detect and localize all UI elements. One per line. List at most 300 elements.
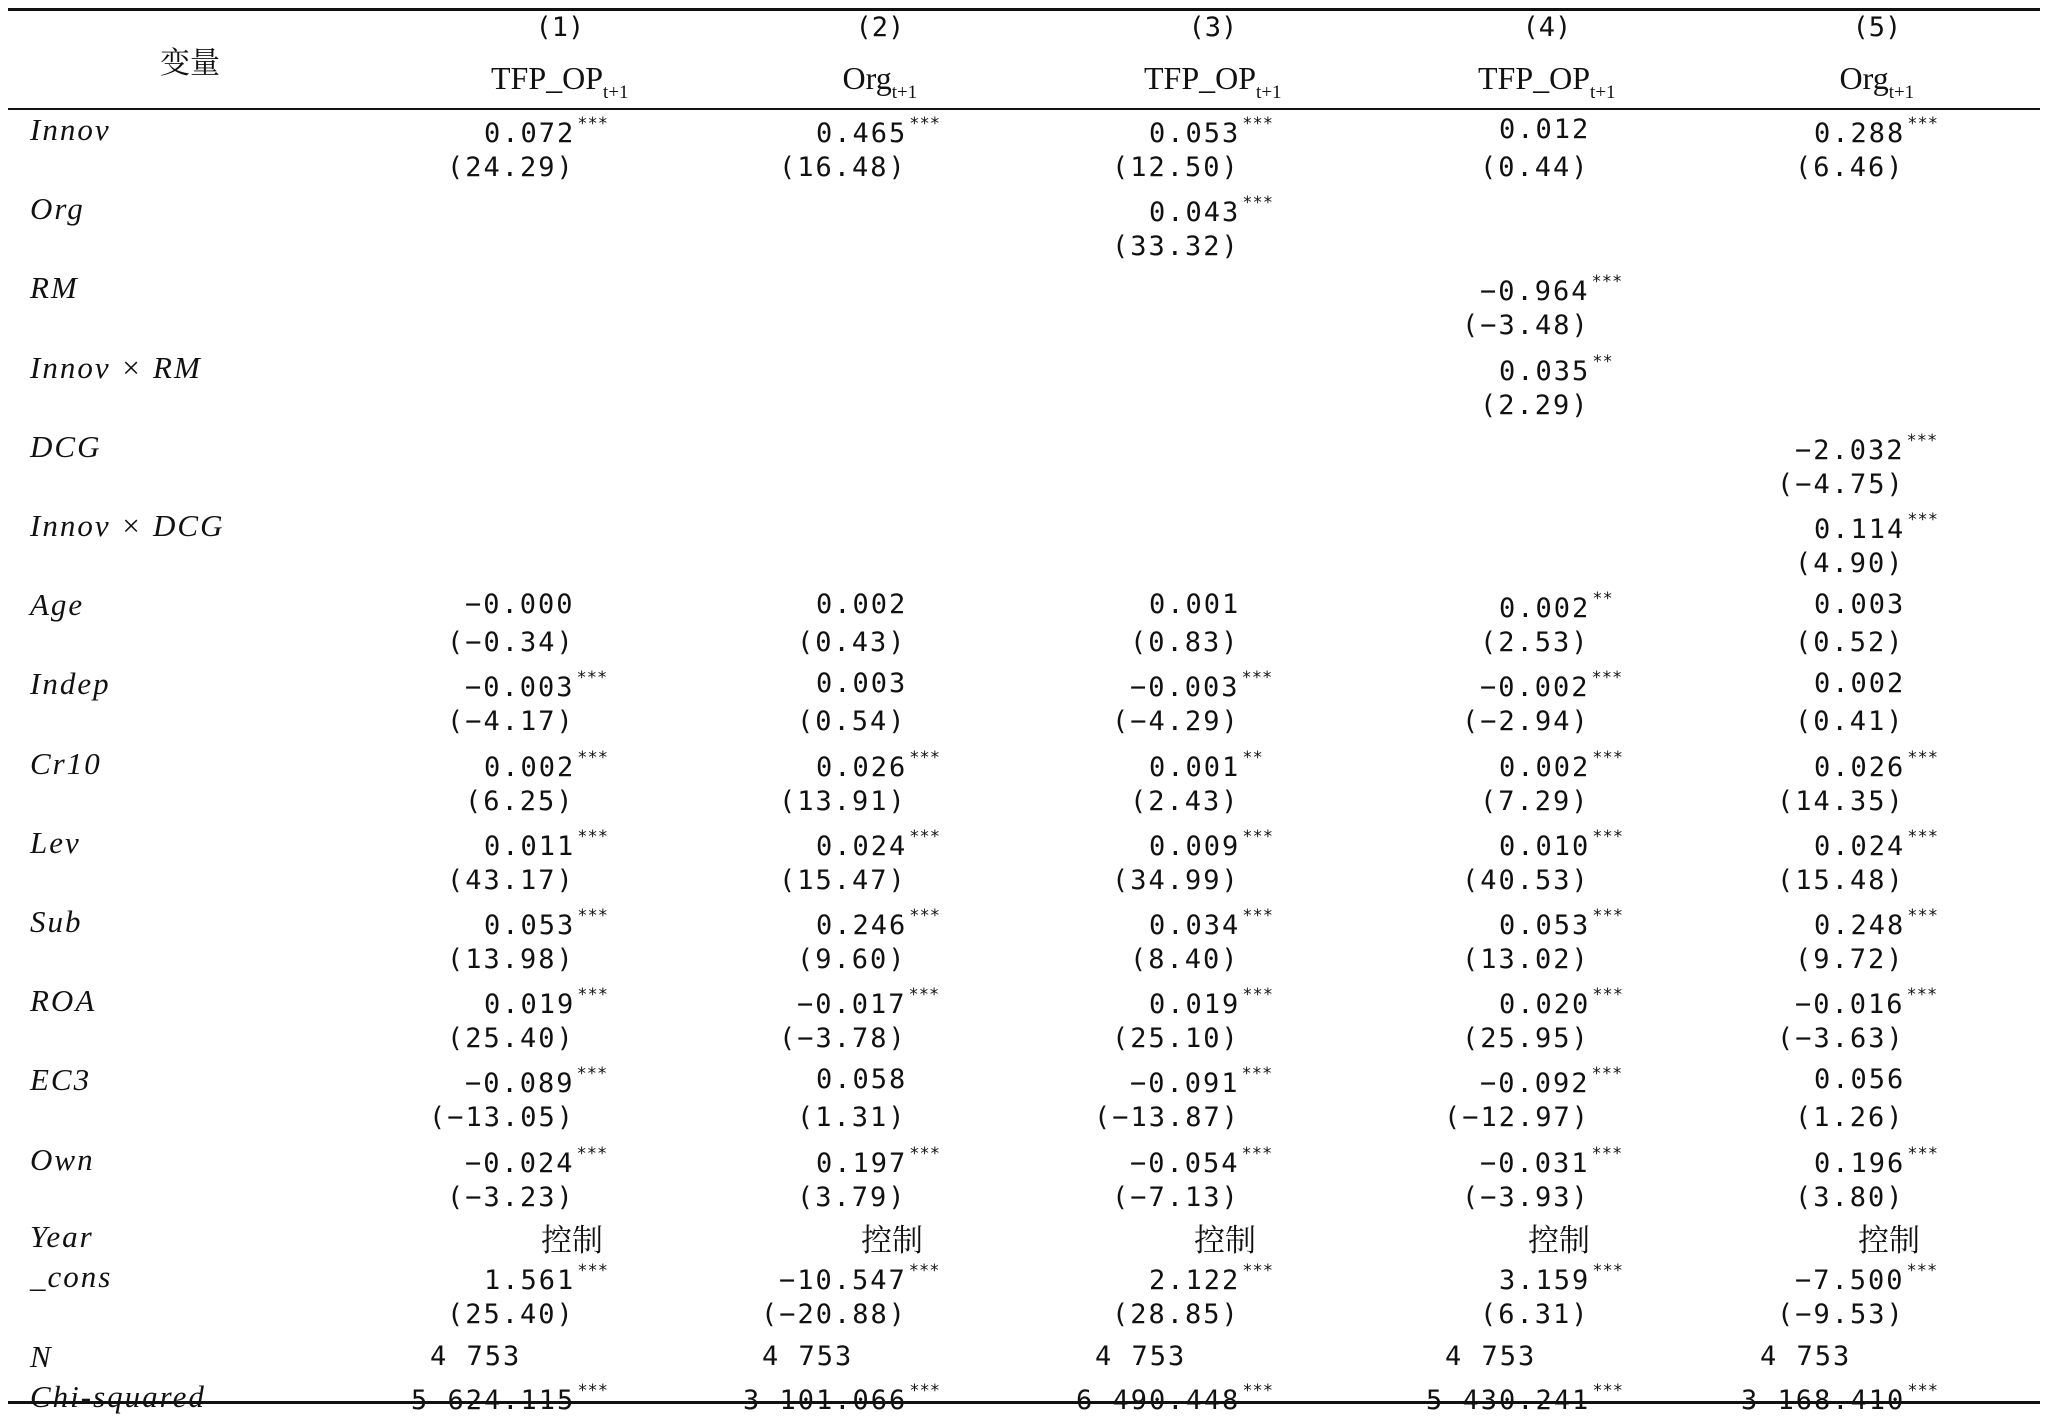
coefficient	[1795, 985, 1937, 1020]
t-statistic-value: (0.44)	[1480, 152, 1590, 183]
coefficient-value: −0.003	[465, 672, 575, 704]
t-statistic	[1112, 152, 1240, 183]
variable-name: Chi-squared	[30, 1378, 206, 1414]
observations-cell: 4 753	[430, 1340, 522, 1372]
t-statistic-value: (0.41)	[1795, 706, 1905, 738]
t-statistic	[1112, 706, 1240, 737]
observations-cell: 4 753	[1445, 1340, 1537, 1372]
significance-stars: ***	[577, 1260, 608, 1281]
significance-stars: ***	[1591, 1143, 1623, 1164]
coefficient	[1814, 510, 1938, 545]
significance-stars: ***	[1242, 193, 1273, 214]
t-statistic	[1777, 1299, 1905, 1330]
t-statistic	[1795, 152, 1905, 183]
coefficient	[816, 114, 940, 149]
coefficient	[465, 668, 607, 703]
coefficient	[465, 1144, 607, 1179]
coefficient	[816, 748, 940, 783]
coefficient-value: −0.024	[465, 1147, 575, 1179]
coefficient	[1499, 114, 1590, 145]
coefficient-value: 0.026	[1814, 751, 1906, 783]
significance-stars: ***	[909, 114, 940, 134]
coefficient-value: −0.002	[1480, 672, 1590, 704]
t-statistic	[1112, 865, 1240, 896]
coefficient	[816, 589, 907, 620]
chi-squared-cell	[1741, 1381, 1938, 1416]
significance-stars: ***	[908, 985, 940, 1006]
significance-stars: ***	[1242, 1380, 1274, 1401]
significance-stars: ***	[1241, 1064, 1273, 1085]
significance-stars: **	[1242, 747, 1263, 768]
t-statistic	[447, 1299, 575, 1330]
significance-stars: ***	[1591, 272, 1623, 293]
year-control-cell: 控制	[541, 1222, 603, 1259]
column-number: (5)	[1852, 12, 1902, 43]
t-statistic-value: (13.91)	[779, 785, 907, 817]
coefficient	[1499, 985, 1623, 1020]
significance-stars: ***	[576, 1064, 608, 1085]
t-statistic-value: (15.48)	[1777, 864, 1905, 896]
coefficient	[1814, 748, 1938, 783]
coefficient	[1480, 272, 1622, 307]
significance-stars: ***	[1242, 826, 1273, 847]
significance-stars: ***	[1907, 510, 1938, 530]
t-statistic	[1795, 627, 1905, 658]
t-statistic	[1777, 786, 1905, 817]
coefficient-value: −0.016	[1795, 989, 1905, 1021]
t-statistic-value: (25.10)	[1112, 1023, 1240, 1055]
coefficient-value: 0.026	[816, 751, 908, 783]
coefficient	[1814, 1064, 1905, 1095]
t-statistic-value: (6.25)	[465, 785, 575, 817]
t-statistic-value: (0.54)	[797, 706, 907, 738]
coefficient	[1499, 906, 1623, 941]
coefficient-value: 0.197	[816, 1147, 908, 1179]
coefficient-value: 0.001	[1149, 589, 1241, 621]
t-statistic-value: (−4.29)	[1112, 706, 1240, 738]
chi-squared-cell-value: 5 624.115	[411, 1384, 576, 1416]
t-statistic-value: (−4.17)	[447, 706, 575, 738]
significance-stars: ***	[1592, 1260, 1623, 1281]
t-statistic	[447, 1023, 575, 1054]
t-statistic	[1112, 231, 1240, 262]
t-statistic-value: (0.43)	[797, 627, 907, 659]
t-statistic-value: (25.40)	[447, 1023, 575, 1055]
t-statistic	[1444, 1102, 1590, 1133]
column-header-name: TFP_OP	[1478, 60, 1591, 96]
significance-stars: ***	[1242, 906, 1273, 926]
t-statistic-value: (−7.13)	[1112, 1181, 1240, 1213]
coefficient-value: −0.000	[465, 589, 575, 621]
coefficient	[779, 1261, 940, 1296]
t-statistic-value: (12.50)	[1112, 152, 1240, 183]
significance-stars: ***	[909, 1380, 941, 1401]
t-statistic-value: (2.53)	[1480, 627, 1590, 659]
coefficient	[1149, 1261, 1273, 1296]
coefficient-value: 2.122	[1149, 1264, 1241, 1296]
chi-squared-cell-value: 6 490.448	[1076, 1384, 1241, 1416]
coefficient-value: 0.012	[1499, 114, 1591, 145]
observations-cell: 4 753	[1760, 1340, 1852, 1372]
variable-name: Cr10	[30, 745, 102, 781]
coefficient-value: 0.001	[1149, 751, 1241, 783]
t-statistic	[429, 1102, 575, 1133]
coefficient	[1149, 748, 1263, 783]
coefficient-value: −0.054	[1130, 1147, 1240, 1179]
significance-stars: ***	[1907, 747, 1938, 768]
coefficient-value: −7.500	[1795, 1264, 1905, 1296]
coefficient	[1814, 668, 1905, 699]
significance-stars: **	[1592, 589, 1613, 610]
variable-name: Age	[30, 587, 85, 623]
t-statistic	[447, 627, 575, 658]
coefficient-value: 0.043	[1149, 197, 1241, 229]
t-statistic-value: (−3.78)	[779, 1023, 907, 1055]
t-statistic-value: (−3.63)	[1777, 1023, 1905, 1055]
variable-name: _cons	[30, 1258, 113, 1294]
coefficient-value: 0.056	[1814, 1064, 1906, 1096]
coefficient	[1499, 1261, 1623, 1296]
column-header	[843, 60, 918, 104]
observations-cell: 4 753	[762, 1340, 854, 1372]
bottom-rule	[8, 1401, 2040, 1404]
chi-squared-cell	[1426, 1381, 1623, 1416]
t-statistic-value: (3.80)	[1795, 1181, 1905, 1213]
coefficient	[816, 827, 940, 862]
coefficient	[816, 668, 907, 699]
coefficient	[1814, 1144, 1938, 1179]
coefficient-value: 0.024	[816, 830, 908, 862]
coefficient	[1149, 985, 1273, 1020]
t-statistic-value: (25.40)	[447, 1298, 575, 1330]
chi-squared-cell-value: 3 101.066	[743, 1384, 908, 1416]
significance-stars: ***	[909, 826, 940, 847]
significance-stars: **	[1592, 351, 1613, 372]
column-number: (3)	[1188, 12, 1238, 43]
column-header-subscript: t+1	[1590, 82, 1616, 103]
significance-stars: ***	[908, 1260, 940, 1281]
significance-stars: ***	[1906, 430, 1938, 451]
t-statistic	[797, 1182, 907, 1213]
significance-stars: ***	[1591, 1064, 1623, 1085]
t-statistic-value: (−2.94)	[1462, 706, 1590, 738]
coefficient-value: 0.024	[1814, 830, 1906, 862]
coefficient-value: −0.092	[1480, 1068, 1590, 1100]
observations-cell: 4 753	[1095, 1340, 1187, 1372]
t-statistic	[1112, 1299, 1240, 1330]
t-statistic-value: (3.79)	[797, 1181, 907, 1213]
coefficient-value: 0.002	[816, 589, 908, 621]
variable-name: Innov	[30, 112, 111, 147]
significance-stars: ***	[909, 747, 940, 768]
coefficient-value: −10.547	[779, 1264, 907, 1296]
coefficient	[1149, 114, 1273, 149]
t-statistic	[1480, 627, 1590, 658]
column-header-name: Org	[1839, 60, 1889, 96]
header-rule	[8, 108, 2040, 110]
t-statistic	[1462, 865, 1590, 896]
coefficient	[1149, 193, 1273, 228]
t-statistic	[1777, 865, 1905, 896]
column-header-name: TFP_OP	[1144, 60, 1257, 96]
variable-name: EC3	[30, 1062, 92, 1098]
coefficient	[484, 906, 608, 941]
variable-name: Org	[30, 191, 85, 227]
t-statistic-value: (14.35)	[1777, 785, 1905, 817]
year-control-cell: 控制	[861, 1222, 923, 1259]
coefficient-value: 0.053	[484, 910, 576, 941]
coefficient-value: 0.465	[816, 118, 908, 149]
t-statistic-value: (−13.87)	[1094, 1102, 1241, 1134]
t-statistic	[761, 1299, 907, 1330]
variable-name: RM	[30, 270, 79, 306]
coefficient-value: 0.002	[1814, 668, 1906, 700]
variable-name: Year	[30, 1218, 94, 1254]
t-statistic	[1462, 706, 1590, 737]
t-statistic	[447, 944, 575, 975]
t-statistic-value: (−20.88)	[761, 1298, 908, 1330]
t-statistic-value: (34.99)	[1112, 864, 1240, 896]
coefficient	[484, 114, 608, 149]
significance-stars: ***	[1592, 906, 1623, 926]
coefficient-value: 0.019	[484, 989, 576, 1021]
column-header-subscript: t+1	[891, 82, 918, 103]
coefficient-value: 1.561	[484, 1264, 576, 1296]
t-statistic-value: (1.26)	[1795, 1102, 1905, 1134]
significance-stars: ***	[1241, 668, 1273, 689]
coefficient-value: 0.053	[1149, 118, 1241, 149]
coefficient	[1480, 1064, 1622, 1099]
coefficient	[1130, 1064, 1272, 1099]
coefficient	[1149, 906, 1273, 941]
significance-stars: ***	[1241, 1143, 1273, 1164]
coefficient	[1499, 352, 1613, 387]
t-statistic-value: (−4.75)	[1777, 468, 1905, 500]
t-statistic-value: (24.29)	[447, 152, 575, 183]
t-statistic-value: (40.53)	[1462, 864, 1590, 896]
coefficient-value: 0.002	[484, 751, 576, 783]
significance-stars: ***	[576, 1143, 608, 1164]
coefficient-value: 0.196	[1814, 1147, 1906, 1179]
column-number: (4)	[1522, 12, 1572, 43]
t-statistic	[797, 706, 907, 737]
coefficient	[1814, 589, 1905, 620]
coefficient	[484, 985, 608, 1020]
t-statistic	[1462, 944, 1590, 975]
t-statistic-value: (2.29)	[1480, 389, 1590, 421]
coefficient-value: 0.003	[1814, 589, 1906, 621]
significance-stars: ***	[1906, 985, 1938, 1006]
coefficient-value: 0.011	[484, 830, 576, 862]
coefficient	[1499, 589, 1613, 624]
coefficient-value: 0.002	[1499, 593, 1591, 625]
t-statistic	[1795, 706, 1905, 737]
t-statistic	[1094, 1102, 1240, 1133]
year-control-cell: 控制	[1858, 1222, 1920, 1259]
significance-stars: ***	[909, 906, 940, 926]
coefficient-value: −0.089	[465, 1068, 575, 1100]
t-statistic	[1462, 1182, 1590, 1213]
variable-column-header: 变量	[160, 46, 220, 81]
t-statistic	[1480, 390, 1590, 421]
t-statistic-value: (2.43)	[1130, 785, 1240, 817]
variable-name: Own	[30, 1141, 95, 1177]
column-header	[1144, 60, 1282, 104]
significance-stars: ***	[1907, 906, 1938, 926]
variable-name: Innov × RM	[30, 349, 202, 385]
coefficient	[816, 1144, 940, 1179]
column-header	[491, 60, 629, 104]
variable-name: Lev	[30, 824, 81, 860]
t-statistic-value: (4.90)	[1795, 548, 1905, 579]
t-statistic-value: (9.60)	[797, 944, 907, 975]
coefficient-value: −0.091	[1130, 1068, 1240, 1100]
variable-name: Innov × DCG	[30, 508, 225, 543]
significance-stars: ***	[577, 114, 608, 134]
t-statistic	[1777, 469, 1905, 500]
t-statistic-value: (−0.34)	[447, 627, 575, 659]
t-statistic	[1795, 1182, 1905, 1213]
column-header	[1840, 60, 1915, 104]
t-statistic-value: (28.85)	[1112, 1298, 1240, 1330]
significance-stars: ***	[1907, 114, 1938, 134]
chi-squared-cell	[1076, 1381, 1273, 1416]
t-statistic-value: (−3.48)	[1462, 310, 1590, 342]
significance-stars: ***	[1592, 826, 1623, 847]
significance-stars: ***	[1242, 985, 1273, 1006]
coefficient-value: 0.058	[816, 1064, 908, 1096]
t-statistic	[1480, 786, 1590, 817]
t-statistic	[1112, 1023, 1240, 1054]
t-statistic-value: (15.47)	[779, 864, 907, 896]
coefficient	[1130, 1144, 1272, 1179]
coefficient-value: 0.053	[1499, 910, 1591, 941]
t-statistic-value: (6.46)	[1795, 152, 1905, 183]
significance-stars: ***	[1907, 826, 1938, 847]
variable-name: ROA	[30, 983, 97, 1019]
t-statistic	[465, 786, 575, 817]
coefficient	[1814, 906, 1938, 941]
coefficient-value: 0.003	[816, 668, 908, 700]
significance-stars: ***	[577, 906, 608, 926]
column-header-subscript: t+1	[1256, 82, 1282, 103]
t-statistic	[797, 627, 907, 658]
coefficient	[1130, 668, 1272, 703]
coefficient	[484, 827, 608, 862]
coefficient-value: 0.009	[1149, 830, 1241, 862]
column-header-subscript: t+1	[603, 82, 629, 103]
t-statistic	[447, 865, 575, 896]
significance-stars: ***	[1591, 668, 1623, 689]
t-statistic-value: (0.83)	[1130, 627, 1240, 659]
t-statistic	[797, 1102, 907, 1133]
t-statistic	[779, 152, 907, 183]
coefficient	[1814, 827, 1938, 862]
variable-name: DCG	[30, 428, 102, 464]
column-header-subscript: t+1	[1888, 82, 1915, 103]
t-statistic	[797, 944, 907, 975]
significance-stars: ***	[576, 668, 608, 689]
t-statistic	[447, 706, 575, 737]
variable-name: Indep	[30, 666, 111, 702]
significance-stars: ***	[577, 747, 608, 768]
t-statistic-value: (0.52)	[1795, 627, 1905, 659]
top-rule	[8, 8, 2040, 11]
t-statistic-value: (43.17)	[447, 864, 575, 896]
significance-stars: ***	[1242, 1260, 1273, 1281]
coefficient-value: 0.020	[1499, 989, 1591, 1021]
coefficient	[1814, 114, 1938, 149]
significance-stars: ***	[1592, 985, 1623, 1006]
coefficient-value: −0.003	[1130, 672, 1240, 704]
t-statistic	[779, 786, 907, 817]
column-number: (2)	[855, 12, 905, 43]
coefficient-value: 0.246	[816, 910, 908, 941]
chi-squared-cell-value: 3 168.410	[1741, 1384, 1906, 1416]
significance-stars: ***	[577, 826, 608, 847]
coefficient-value: −0.964	[1480, 276, 1590, 308]
year-control-cell: 控制	[1194, 1222, 1256, 1259]
coefficient	[484, 748, 608, 783]
t-statistic	[1462, 310, 1590, 341]
coefficient-value: 0.248	[1814, 910, 1906, 941]
t-statistic-value: (−3.93)	[1462, 1181, 1590, 1213]
significance-stars: ***	[1242, 114, 1273, 134]
chi-squared-cell	[411, 1381, 608, 1416]
coefficient	[465, 1064, 607, 1099]
variable-name: Sub	[30, 904, 83, 939]
t-statistic	[1795, 548, 1905, 579]
coefficient-value: −2.032	[1795, 434, 1905, 466]
coefficient-value: −0.017	[797, 989, 907, 1021]
coefficient	[816, 906, 940, 941]
significance-stars: ***	[577, 1380, 609, 1401]
t-statistic-value: (−9.53)	[1777, 1298, 1905, 1330]
column-header-name: Org	[842, 60, 892, 96]
coefficient	[1480, 1144, 1622, 1179]
coefficient-value: 0.288	[1814, 118, 1906, 149]
t-statistic-value: (−13.05)	[429, 1102, 576, 1134]
t-statistic	[1480, 1299, 1590, 1330]
significance-stars: ***	[1906, 1260, 1938, 1281]
t-statistic-value: (6.31)	[1480, 1298, 1590, 1330]
coefficient	[1149, 589, 1240, 620]
t-statistic	[1795, 944, 1905, 975]
t-statistic	[1462, 1023, 1590, 1054]
coefficient-value: 0.114	[1814, 514, 1906, 545]
coefficient	[1499, 827, 1623, 862]
significance-stars: ***	[1592, 1380, 1624, 1401]
significance-stars: ***	[1592, 747, 1623, 768]
t-statistic	[1112, 1182, 1240, 1213]
coefficient-value: −0.031	[1480, 1147, 1590, 1179]
t-statistic	[447, 1182, 575, 1213]
t-statistic-value: (1.31)	[797, 1102, 907, 1134]
t-statistic	[779, 1023, 907, 1054]
significance-stars: ***	[1907, 1380, 1939, 1401]
t-statistic-value: (7.29)	[1480, 785, 1590, 817]
t-statistic-value: (33.32)	[1112, 231, 1240, 263]
column-header-name: TFP_OP	[491, 60, 604, 96]
year-control-cell: 控制	[1528, 1222, 1590, 1259]
t-statistic-value: (−3.23)	[447, 1181, 575, 1213]
coefficient-value: 0.002	[1499, 751, 1591, 783]
t-statistic-value: (9.72)	[1795, 944, 1905, 975]
t-statistic-value: (16.48)	[779, 152, 907, 183]
coefficient-value: 0.034	[1149, 910, 1241, 941]
coefficient	[1795, 431, 1937, 466]
significance-stars: ***	[1907, 1143, 1938, 1164]
